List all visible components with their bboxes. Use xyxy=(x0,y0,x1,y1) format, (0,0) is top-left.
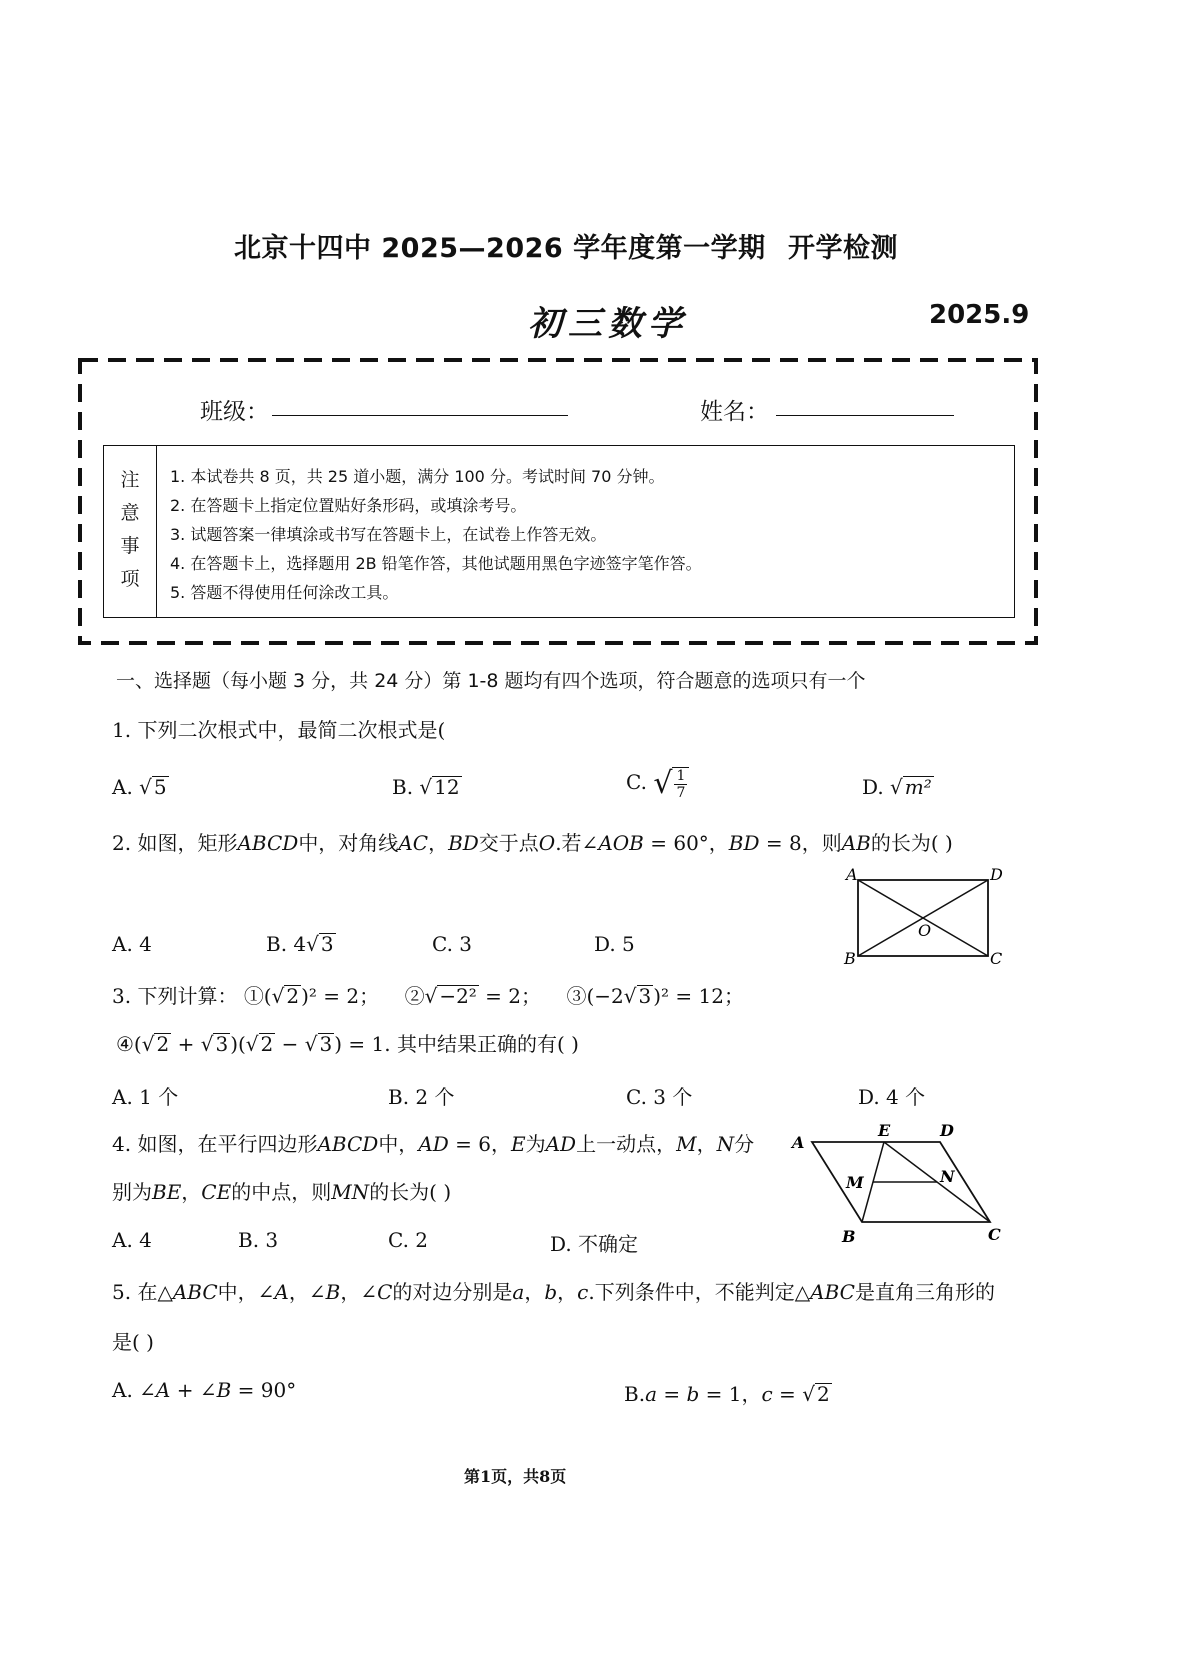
q1-option-b[interactable]: B. √ 12 xyxy=(392,775,460,799)
q3-option-a[interactable]: A. 1 个 xyxy=(112,1085,179,1109)
vertex-label-d: D xyxy=(990,865,1003,884)
q1-option-a[interactable]: A. √ 5 xyxy=(112,775,167,799)
notice-item: 5. 答题不得使用任何涂改工具。 xyxy=(170,583,399,602)
q3-option-d[interactable]: D. 4 个 xyxy=(858,1085,926,1109)
q3-option-c[interactable]: C. 3 个 xyxy=(626,1085,693,1109)
name-blank[interactable] xyxy=(776,414,954,416)
section-heading: 一、选择题（每小题 3 分，共 24 分）第 1-8 题均有四个选项，符合题意的选项只有一个 xyxy=(116,670,866,692)
denominator: 7 xyxy=(676,784,686,801)
point-label-e: E xyxy=(878,1121,891,1140)
option-letter: D. xyxy=(862,775,884,799)
notice-list xyxy=(170,462,702,607)
vertex-label-b: B xyxy=(844,949,856,968)
notice-label-2: 意 xyxy=(120,502,140,524)
notice-table xyxy=(103,445,1015,618)
class-label: 班级： xyxy=(200,399,269,425)
q4-stem-line2: 别为BE，CE的中点，则MN的长为( ) xyxy=(112,1180,452,1204)
exam-type: 开学检测 xyxy=(788,233,898,264)
q4-option-a[interactable]: A. 4 xyxy=(112,1228,152,1252)
radicand: 5 xyxy=(153,775,167,799)
rectangle-figure xyxy=(838,864,1018,970)
notice-label-1: 注 xyxy=(120,469,140,491)
q3-line1: 3. 下列计算： ①(√ 2 )² = 2； ②√ −2² = 2； ③(−2√ 3 )² = 12； xyxy=(112,984,744,1008)
notice-label-cell xyxy=(104,446,157,617)
option-letter: A. xyxy=(112,775,133,799)
q2-option-b[interactable]: B. 4√ 3 xyxy=(266,932,334,956)
notice-label-4: 项 xyxy=(120,568,140,590)
radicand: 12 xyxy=(434,775,460,799)
exam-date: 2025.9 xyxy=(929,300,1030,330)
q2-option-d[interactable]: D. 5 xyxy=(594,932,635,956)
q4-stem-line1: 4. 如图，在平行四边形ABCD中，AD = 6，E为AD上一动点，M，N分 xyxy=(112,1132,755,1156)
q2-stem: 2. 如图，矩形ABCD中，对角线AC，BD交于点O.若∠AOB = 60°，BD = 8，则AB的长为( ) xyxy=(112,831,953,855)
q4-option-d[interactable]: D. 不确定 xyxy=(550,1232,639,1256)
q1-stem: 1. 下列二次根式中，最简二次根式是( xyxy=(112,718,446,742)
q1-option-d[interactable]: D. √ m² xyxy=(862,775,932,799)
vertex-label-a: A xyxy=(792,1133,805,1152)
notice-item: 2. 在答题卡上指定位置贴好条形码，或填涂考号。 xyxy=(170,496,527,515)
exam-title: 北京十四中 2025—2026 学年度第一学期 xyxy=(234,233,766,264)
option-letter: C. xyxy=(626,770,647,794)
class-blank[interactable] xyxy=(272,414,568,416)
center-label-o: O xyxy=(918,921,932,940)
q4-option-c[interactable]: C. 2 xyxy=(388,1228,429,1252)
vertex-label-b: B xyxy=(842,1227,856,1246)
q5-option-b[interactable]: B.a = b = 1，c = √ 2 xyxy=(624,1382,830,1406)
q1-option-c[interactable]: C. √ $\frac{1}{7}$ xyxy=(626,766,689,801)
q3-line2: ④(√ 2 + √ 3 )(√ 2 − √ 3 ) = 1. 其中结果正确的有( ) xyxy=(116,1032,579,1056)
radicand: 3 xyxy=(320,932,334,956)
notice-item: 1. 本试卷共 8 页，共 25 道小题，满分 100 分。考试时间 70 分钟。 xyxy=(170,467,665,486)
notice-label-3: 事 xyxy=(120,535,140,557)
page-footer: 第1页，共8页 xyxy=(464,1467,567,1486)
notice-item: 4. 在答题卡上，选择题用 2B 铅笔作答，其他试题用黑色字迹签字笔作答。 xyxy=(170,554,702,573)
vertex-label-c: C xyxy=(988,1225,1001,1244)
point-label-m: M xyxy=(846,1173,864,1192)
q4-option-b[interactable]: B. 3 xyxy=(238,1228,279,1252)
q5-stem-line1: 5. 在△ABC中，∠A，∠B，∠C的对边分别是a，b，c.下列条件中，不能判定△ABC是直角三角形的 xyxy=(112,1280,995,1304)
radicand: m² xyxy=(904,775,932,799)
parallelogram-figure xyxy=(788,1120,1008,1250)
vertex-label-a: A xyxy=(846,865,858,884)
q2-option-a[interactable]: A. 4 xyxy=(112,932,152,956)
q2-option-c[interactable]: C. 3 xyxy=(432,932,473,956)
q3-option-b[interactable]: B. 2 个 xyxy=(388,1085,455,1109)
subject-title: 初三数学 xyxy=(528,304,688,344)
numerator: 1 xyxy=(676,767,686,784)
fraction xyxy=(672,767,689,801)
point-label-n: N xyxy=(940,1167,955,1186)
q5-stem-line2: 是( ) xyxy=(112,1330,154,1354)
vertex-label-c: C xyxy=(990,949,1003,968)
vertex-label-d: D xyxy=(940,1121,954,1140)
name-label: 姓名： xyxy=(700,399,769,425)
option-letter: B. xyxy=(392,775,414,799)
notice-item: 3. 试题答案一律填涂或书写在答题卡上，在试卷上作答无效。 xyxy=(170,525,607,544)
q5-option-a[interactable]: A. ∠A + ∠B = 90° xyxy=(112,1378,297,1402)
